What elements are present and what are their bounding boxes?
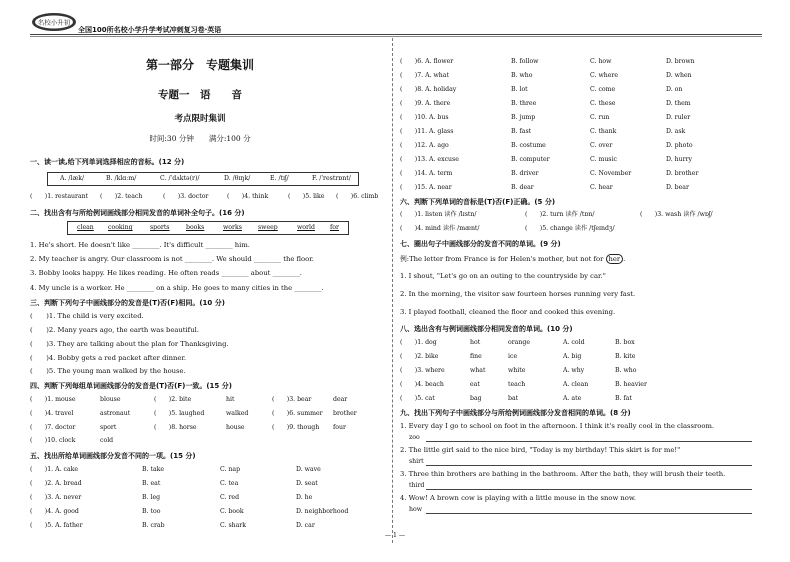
s8-option: A. cold bbox=[563, 339, 585, 346]
s7-line: 1. I shout, "Let's go on an outing to the countryside by car." bbox=[400, 272, 606, 280]
s7-line: 3. I played football, cleaned the floor and cooked this evening. bbox=[400, 308, 616, 316]
s7-heading: 七、圈出句子中画线部分的发音不同的单词。(9 分) bbox=[400, 240, 561, 248]
s4-item: brother bbox=[333, 410, 357, 417]
s1-heading: 一、读一读,给下列单词选择相应的音标。(12 分) bbox=[30, 158, 185, 166]
s5-option: ( )13. A. excuse bbox=[400, 156, 459, 163]
s5-option: B. jump bbox=[511, 114, 536, 121]
s5-option: C. where bbox=[590, 72, 619, 79]
s4-item: cold bbox=[100, 437, 114, 444]
s8-option: B. who bbox=[615, 367, 637, 374]
s5-option: C. how bbox=[590, 58, 612, 65]
s5-option: B. leg bbox=[142, 494, 161, 501]
s3-line: ( )5. The young man walked by the house. bbox=[30, 367, 186, 375]
s1-option: B. /klɑːm/ bbox=[106, 175, 137, 182]
s5-option: C. thank bbox=[590, 128, 617, 135]
s4-item: four bbox=[333, 424, 346, 431]
s8-option: teach bbox=[508, 381, 526, 388]
s1-option: F. /ˈrestrɒnt/ bbox=[312, 175, 351, 182]
s5-option: C. run bbox=[590, 114, 610, 121]
s5-option: ( )4. A. good bbox=[30, 508, 79, 515]
header-rule bbox=[30, 34, 762, 35]
s8-option: ( )2. bike bbox=[400, 353, 439, 360]
time-line: 时间:30 分钟 满分:100 分 bbox=[149, 134, 251, 143]
s4-item: ( )3. bear bbox=[272, 396, 312, 403]
s6-item: ( )5. change 读作 /tʃeɪndʒ/ bbox=[525, 225, 615, 232]
s9-heading: 九、找出下列句子中画线部分与所给例词画线部分发音相同的单词。(8 分) bbox=[400, 409, 631, 417]
s9-answer-line[interactable] bbox=[426, 441, 752, 442]
s2-line: 1. He's short. He doesn't like ________. It's difficult ________ him. bbox=[30, 241, 250, 249]
s5-option: B. lot bbox=[511, 86, 528, 93]
s9-sentence: 2. The little girl said to the nice bird, "Today is my birthday! This skirt is for me!" bbox=[400, 446, 681, 454]
s5-option: C. nap bbox=[220, 466, 241, 473]
s1-option: A. /læk/ bbox=[60, 175, 85, 182]
s8-option: B. kite bbox=[615, 353, 636, 360]
s6-item: ( )1. listen 读作 /lɪstn/ bbox=[400, 211, 477, 218]
s4-item: house bbox=[226, 424, 245, 431]
header-rule-thin bbox=[30, 36, 762, 37]
s8-option: bat bbox=[508, 395, 519, 402]
s5-option: ( )15. A. near bbox=[400, 184, 452, 191]
s2-word: books bbox=[186, 224, 205, 231]
s4-item: ( )1. mouse bbox=[30, 396, 76, 403]
s5-option: C. these bbox=[590, 100, 616, 107]
s2-line: 3. Bobby looks happy. He likes reading. He often reads ________ about ________. bbox=[30, 269, 302, 277]
s4-item: ( )6. summer bbox=[272, 410, 323, 417]
s9-answer-line[interactable] bbox=[426, 465, 752, 466]
s5-option: C. tea bbox=[220, 480, 239, 487]
s8-option: white bbox=[508, 367, 526, 374]
s1-item: ( )2. teach bbox=[100, 193, 143, 200]
s4-item: hit bbox=[226, 396, 235, 403]
s2-line: 4. My uncle is a worker. He ________ on a ship. He goes to many cities in the ________. bbox=[30, 284, 324, 292]
s3-line: ( )4. Bobby gets a red packet after dinner. bbox=[30, 354, 187, 362]
s5-option: D. ask bbox=[666, 128, 686, 135]
s8-heading: 八、选出含有与例词画线部分相同发音的单词。(10 分) bbox=[400, 325, 573, 333]
s5-option: ( )6. A. flower bbox=[400, 58, 454, 65]
s7-circled-word: her bbox=[606, 254, 624, 264]
s6-heading: 六、判断下列单词的音标是(T)否(F)正确。(5 分) bbox=[400, 198, 556, 206]
s4-item: ( )10. clock bbox=[30, 437, 76, 444]
s6-item: ( )2. turn 读作 /tɒn/ bbox=[525, 211, 595, 218]
s5-option: C. red bbox=[220, 494, 240, 501]
s5-option: B. too bbox=[142, 508, 161, 515]
s1-option: D. /θɪŋk/ bbox=[224, 175, 251, 182]
s9-sentence: 4. Wow! A brown cow is playing with a little mouse in the snow now. bbox=[400, 494, 637, 502]
s8-option: A. clean bbox=[563, 381, 589, 388]
s5-option: B. costume bbox=[511, 142, 546, 149]
badge-text: 名校小升初 bbox=[37, 18, 71, 27]
s5-option: ( )7. A. what bbox=[400, 72, 449, 79]
s5-option: ( )11. A. glass bbox=[400, 128, 454, 135]
s4-item: ( )4. travel bbox=[30, 410, 74, 417]
s5-option: B. computer bbox=[511, 156, 550, 163]
s1-item: ( )3. doctor bbox=[163, 193, 209, 200]
s2-word: world bbox=[297, 224, 315, 231]
s9-example-word: shirt bbox=[409, 458, 424, 465]
s2-heading: 二、找出含有与所给例词画线部分相同发音的单词补全句子。(16 分) bbox=[30, 209, 245, 217]
s8-option: ( )3. where bbox=[400, 367, 445, 374]
s5-option: B. who bbox=[511, 72, 533, 79]
s8-option: ice bbox=[508, 353, 518, 360]
s5-option: D. seat bbox=[296, 480, 318, 487]
s7-line: 2. In the morning, the visitor saw fourteen horses running very fast. bbox=[400, 290, 636, 298]
s6-item: ( )3. wash 读作 /wɒʃ/ bbox=[640, 211, 713, 218]
s6-item: ( )4. mind 读作 /mænt/ bbox=[400, 225, 480, 232]
s5-option: ( )9. A. there bbox=[400, 100, 451, 107]
s4-item: sport bbox=[100, 424, 117, 431]
s4-item: walked bbox=[226, 410, 249, 417]
s5-option: D. when bbox=[666, 72, 692, 79]
s8-option: B. fat bbox=[615, 395, 632, 402]
part-title: 第一部分 专题集训 bbox=[145, 58, 254, 72]
sub-title: 考点限时集训 bbox=[174, 114, 226, 124]
column-divider bbox=[392, 38, 393, 543]
s2-line: 2. My teacher is angry. Our classroom is not ________. We should ________ the floor. bbox=[30, 255, 314, 263]
s5-option: D. brother bbox=[666, 170, 699, 177]
s5-option: C. come bbox=[590, 86, 616, 93]
s5-option: C. music bbox=[590, 156, 617, 163]
series-badge-logo bbox=[30, 10, 78, 34]
s9-example-word: zoo bbox=[409, 434, 420, 441]
s5-option: D. neighborhood bbox=[296, 508, 349, 515]
s5-option: B. crab bbox=[142, 522, 165, 529]
s8-option: hot bbox=[470, 339, 481, 346]
s1-option: C. /ˈdʌktə(r)/ bbox=[160, 175, 200, 182]
s5-option: ( )8. A. holiday bbox=[400, 86, 457, 93]
s8-option: ( )5. cat bbox=[400, 395, 435, 402]
s8-option: eat bbox=[470, 381, 480, 388]
s5-option: ( )5. A. father bbox=[30, 522, 83, 529]
s9-sentence: 1. Every day I go to school on foot in the afternoon. I think it's really cool in the classroom. bbox=[400, 422, 715, 430]
s5-option: D. bear bbox=[666, 184, 689, 191]
s2-word: for bbox=[330, 224, 339, 231]
s8-option: what bbox=[470, 367, 486, 374]
s8-option: B. heavier bbox=[615, 381, 647, 388]
s4-item: ( )2. bite bbox=[154, 396, 192, 403]
s1-item: ( )6. climb bbox=[336, 193, 379, 200]
s5-option: ( )3. A. never bbox=[30, 494, 82, 501]
s5-option: ( )1. A. cake bbox=[30, 466, 79, 473]
s2-word: cooking bbox=[108, 224, 133, 231]
s5-option: B. take bbox=[142, 466, 165, 473]
s9-answer-line[interactable] bbox=[426, 489, 752, 490]
s1-item: ( )5. like bbox=[288, 193, 325, 200]
s5-option: D. hurry bbox=[666, 156, 693, 163]
s4-item: dear bbox=[333, 396, 348, 403]
s2-word: sweep bbox=[258, 224, 278, 231]
s5-option: D. he bbox=[296, 494, 313, 501]
s3-line: ( )1. The child is very excited. bbox=[30, 312, 144, 320]
s8-option: ( )4. beach bbox=[400, 381, 444, 388]
s1-item: ( )4. think bbox=[227, 193, 269, 200]
s8-option: bag bbox=[470, 395, 482, 402]
s5-option: ( )14. A. term bbox=[400, 170, 453, 177]
s5-option: C. over bbox=[590, 142, 613, 149]
s5-option: D. wave bbox=[296, 466, 321, 473]
page-number: — 1 — bbox=[384, 532, 406, 539]
s5-option: ( )10. A. bus bbox=[400, 114, 449, 121]
s2-word: sports bbox=[150, 224, 170, 231]
s5-option: D. on bbox=[666, 86, 683, 93]
s5-option: B. driver bbox=[511, 170, 539, 177]
s5-option: ( )12. A. ago bbox=[400, 142, 449, 149]
s4-item: blouse bbox=[100, 396, 121, 403]
s8-option: A. big bbox=[563, 353, 582, 360]
s8-option: A. why bbox=[563, 367, 585, 374]
s8-option: A. ate bbox=[563, 395, 582, 402]
topic-title: 专题一 语 音 bbox=[158, 89, 242, 101]
s5-option: B. eat bbox=[142, 480, 161, 487]
s7-example: 例:The letter from France is for Helen's mother, but not for her . bbox=[400, 255, 626, 263]
s5-option: C. book bbox=[220, 508, 244, 515]
s5-option: B. follow bbox=[511, 58, 539, 65]
s4-item: ( )5. laughed bbox=[154, 410, 205, 417]
s8-option: B. box bbox=[615, 339, 635, 346]
header-title: 全国100所名校小学升学考试冲刺复习卷·英语 bbox=[78, 26, 222, 34]
s4-item: astronaut bbox=[100, 410, 131, 417]
s9-sentence: 3. Three thin brothers are bathing in the bathroom. After the bath, they will brush their teeth. bbox=[400, 470, 726, 478]
s9-answer-line[interactable] bbox=[426, 513, 752, 514]
s5-option: ( )2. A. bread bbox=[30, 480, 82, 487]
s5-option: B. fast bbox=[511, 128, 532, 135]
s3-line: ( )2. Many years ago, the earth was beautiful. bbox=[30, 326, 199, 334]
s5-option: D. ruler bbox=[666, 114, 691, 121]
s5-option: C. November bbox=[590, 170, 632, 177]
s9-example-word: how bbox=[409, 506, 423, 513]
s5-option: C. shark bbox=[220, 522, 247, 529]
s4-item: ( )9. though bbox=[272, 424, 320, 431]
s1-item: ( )1. restaurant bbox=[30, 193, 89, 200]
s2-word: works bbox=[223, 224, 242, 231]
s5-option: D. brown bbox=[666, 58, 695, 65]
s3-line: ( )3. They are talking about the plan for Thanksgiving. bbox=[30, 340, 229, 348]
s5-option: D. car bbox=[296, 522, 315, 529]
s3-heading: 三、判断下列句子中画线部分的发音是(T)否(F)相同。(10 分) bbox=[30, 299, 225, 307]
s4-heading: 四、判断下列每组单词画线部分的发音是(T)否(F)一致。(15 分) bbox=[30, 382, 232, 390]
s5-option: C. hear bbox=[590, 184, 613, 191]
s8-option: ( )1. dog bbox=[400, 339, 437, 346]
s5-option: D. photo bbox=[666, 142, 693, 149]
s2-word: clean bbox=[77, 224, 94, 231]
s4-item: ( )7. doctor bbox=[30, 424, 76, 431]
s1-option: E. /tɪʃ/ bbox=[270, 175, 289, 182]
s5-option: D. them bbox=[666, 100, 691, 107]
s5-heading: 五、找出所给单词画线部分发音不同的一项。(15 分) bbox=[30, 452, 196, 460]
s5-option: B. three bbox=[511, 100, 537, 107]
s8-option: fine bbox=[470, 353, 482, 360]
s9-example-word: third bbox=[409, 482, 425, 489]
s4-item: ( )8. horse bbox=[154, 424, 197, 431]
s8-option: orange bbox=[508, 339, 530, 346]
s5-option: B. dear bbox=[511, 184, 534, 191]
